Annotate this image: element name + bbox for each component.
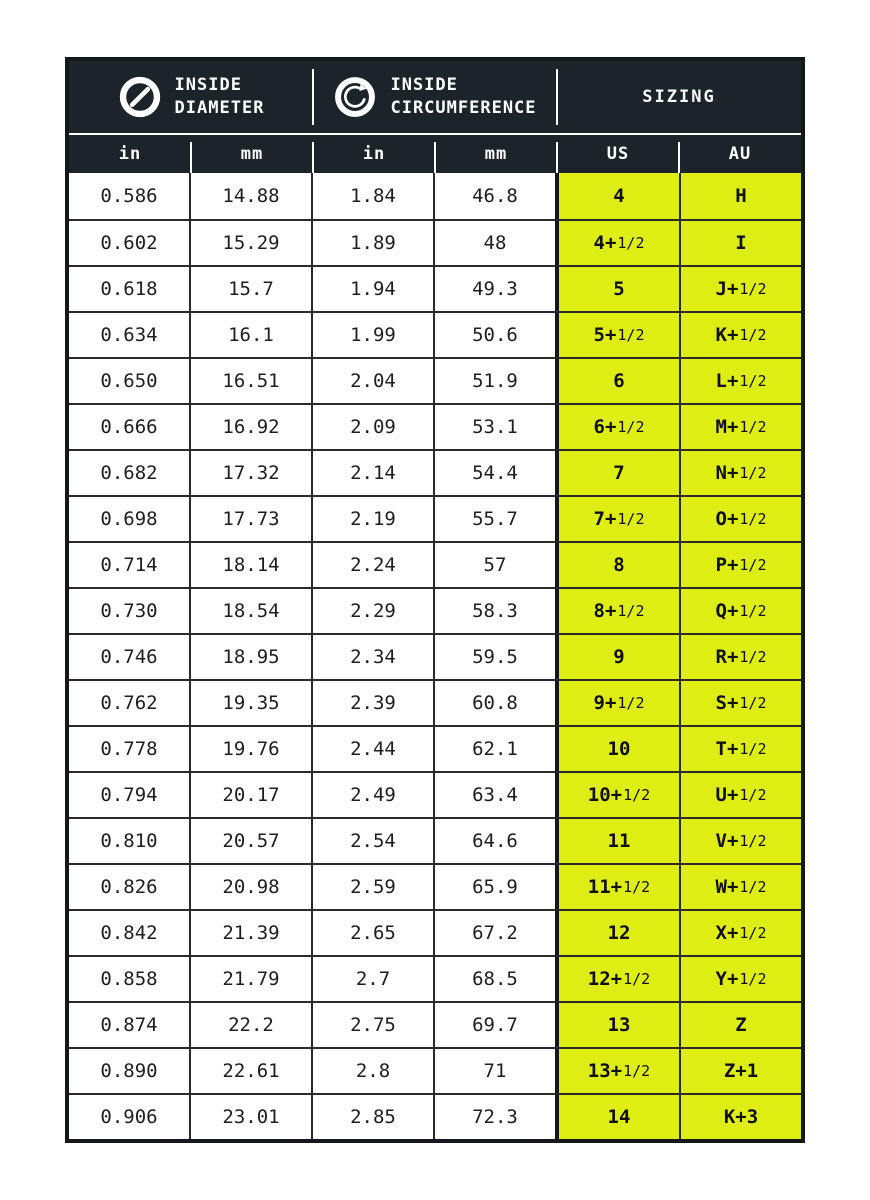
measure-cell: 19.76 — [189, 725, 311, 771]
measure-cell: 16.51 — [189, 357, 311, 403]
measure-cell: 0.842 — [69, 909, 189, 955]
unit-circumference-in: in — [313, 135, 435, 173]
group-label-inside-circumference: INSIDE CIRCUMFERENCE — [390, 75, 537, 118]
size-cell: 11+ 1/2 — [555, 863, 679, 909]
size-cell: 7+ 1/2 — [555, 495, 679, 541]
table-row — [69, 771, 801, 817]
size-cell: K+ 1/2 — [679, 311, 801, 357]
measure-cell: 58.3 — [433, 587, 555, 633]
measure-cell: 2.24 — [311, 541, 433, 587]
diameter-icon — [118, 75, 162, 119]
table-row — [69, 587, 801, 633]
table-row — [69, 1047, 801, 1093]
measure-cell: 67.2 — [433, 909, 555, 955]
table-row — [69, 173, 801, 219]
table-row — [69, 449, 801, 495]
measure-cell: 22.2 — [189, 1001, 311, 1047]
group-label-inside-diameter: INSIDE DIAMETER — [174, 75, 265, 118]
measure-cell: 0.602 — [69, 219, 189, 265]
measure-cell: 0.730 — [69, 587, 189, 633]
size-cell: 5+ 1/2 — [555, 311, 679, 357]
measure-cell: 2.39 — [311, 679, 433, 725]
measure-cell: 46.8 — [433, 173, 555, 219]
measure-cell: 2.65 — [311, 909, 433, 955]
measure-cell: 51.9 — [433, 357, 555, 403]
size-cell: K+3 — [679, 1093, 801, 1139]
measure-cell: 0.810 — [69, 817, 189, 863]
group-label-sizing: SIZING — [642, 86, 716, 107]
measure-cell: 22.61 — [189, 1047, 311, 1093]
table-row — [69, 679, 801, 725]
measure-cell: 0.618 — [69, 265, 189, 311]
measure-cell: 20.17 — [189, 771, 311, 817]
size-cell: Z — [679, 1001, 801, 1047]
measure-cell: 2.09 — [311, 403, 433, 449]
size-cell: V+ 1/2 — [679, 817, 801, 863]
size-cell: 10+ 1/2 — [555, 771, 679, 817]
measure-cell: 2.04 — [311, 357, 433, 403]
measure-cell: 16.1 — [189, 311, 311, 357]
measure-cell: 23.01 — [189, 1093, 311, 1139]
table-row — [69, 1093, 801, 1139]
table-row — [69, 725, 801, 771]
measure-cell: 2.44 — [311, 725, 433, 771]
measure-cell: 0.714 — [69, 541, 189, 587]
size-cell: 6 — [555, 357, 679, 403]
measure-cell: 15.29 — [189, 219, 311, 265]
measure-cell: 0.666 — [69, 403, 189, 449]
table-row — [69, 817, 801, 863]
size-cell: 4+ 1/2 — [555, 219, 679, 265]
measure-cell: 68.5 — [433, 955, 555, 1001]
measure-cell: 21.79 — [189, 955, 311, 1001]
table-row — [69, 357, 801, 403]
measure-cell: 2.34 — [311, 633, 433, 679]
measure-cell: 2.59 — [311, 863, 433, 909]
table-row — [69, 541, 801, 587]
measure-cell: 49.3 — [433, 265, 555, 311]
size-cell: 4 — [555, 173, 679, 219]
group-sizing — [557, 61, 801, 133]
size-cell: X+ 1/2 — [679, 909, 801, 955]
measure-cell: 48 — [433, 219, 555, 265]
measure-cell: 0.778 — [69, 725, 189, 771]
measure-cell: 53.1 — [433, 403, 555, 449]
group-inside-diameter — [69, 61, 313, 133]
size-cell: L+ 1/2 — [679, 357, 801, 403]
measure-cell: 1.89 — [311, 219, 433, 265]
size-cell: J+ 1/2 — [679, 265, 801, 311]
unit-diameter-in: in — [118, 144, 142, 164]
measure-cell: 55.7 — [433, 495, 555, 541]
measure-cell: 0.874 — [69, 1001, 189, 1047]
measure-cell: 20.57 — [189, 817, 311, 863]
size-cell: 10 — [555, 725, 679, 771]
size-cell: I — [679, 219, 801, 265]
measure-cell: 2.75 — [311, 1001, 433, 1047]
measure-cell: 0.634 — [69, 311, 189, 357]
measure-cell: 2.19 — [311, 495, 433, 541]
measure-cell: 18.95 — [189, 633, 311, 679]
measure-cell: 2.7 — [311, 955, 433, 1001]
measure-cell: 0.746 — [69, 633, 189, 679]
size-cell: Q+ 1/2 — [679, 587, 801, 633]
header-group-row — [69, 61, 801, 133]
measure-cell: 0.890 — [69, 1047, 189, 1093]
unit-au: AU — [679, 135, 801, 173]
size-cell: 14 — [555, 1093, 679, 1139]
measure-cell: 2.29 — [311, 587, 433, 633]
table-row — [69, 863, 801, 909]
size-cell: 12+ 1/2 — [555, 955, 679, 1001]
measure-cell: 62.1 — [433, 725, 555, 771]
table-row — [69, 633, 801, 679]
measure-cell: 2.85 — [311, 1093, 433, 1139]
measure-cell: 20.98 — [189, 863, 311, 909]
unit-circumference-mm: mm — [435, 135, 557, 173]
measure-cell: 50.6 — [433, 311, 555, 357]
measure-cell: 2.49 — [311, 771, 433, 817]
measure-cell: 0.906 — [69, 1093, 189, 1139]
measure-cell: 60.8 — [433, 679, 555, 725]
size-cell: 9 — [555, 633, 679, 679]
size-cell: W+ 1/2 — [679, 863, 801, 909]
measure-cell: 1.94 — [311, 265, 433, 311]
size-cell: P+ 1/2 — [679, 541, 801, 587]
table-row — [69, 265, 801, 311]
table-row — [69, 311, 801, 357]
measure-cell: 54.4 — [433, 449, 555, 495]
size-cell: T+ 1/2 — [679, 725, 801, 771]
size-cell: 9+ 1/2 — [555, 679, 679, 725]
measure-cell: 19.35 — [189, 679, 311, 725]
size-cell: 7 — [555, 449, 679, 495]
size-cell: O+ 1/2 — [679, 495, 801, 541]
measure-cell: 1.99 — [311, 311, 433, 357]
size-cell: N+ 1/2 — [679, 449, 801, 495]
circumference-icon — [333, 75, 377, 119]
ring-size-chart — [65, 57, 805, 1143]
measure-cell: 18.14 — [189, 541, 311, 587]
unit-diameter-mm: mm — [191, 135, 313, 173]
measure-cell: 2.14 — [311, 449, 433, 495]
table-row — [69, 909, 801, 955]
measure-cell: 2.54 — [311, 817, 433, 863]
measure-cell: 17.73 — [189, 495, 311, 541]
measure-cell: 2.8 — [311, 1047, 433, 1093]
size-cell: 8 — [555, 541, 679, 587]
measure-cell: 0.762 — [69, 679, 189, 725]
size-cell: 8+ 1/2 — [555, 587, 679, 633]
size-cell: S+ 1/2 — [679, 679, 801, 725]
size-cell: 13+ 1/2 — [555, 1047, 679, 1093]
measure-cell: 0.698 — [69, 495, 189, 541]
size-cell: Y+ 1/2 — [679, 955, 801, 1001]
measure-cell: 16.92 — [189, 403, 311, 449]
measure-cell: 59.5 — [433, 633, 555, 679]
size-cell: 6+ 1/2 — [555, 403, 679, 449]
measure-cell: 72.3 — [433, 1093, 555, 1139]
measure-cell: 65.9 — [433, 863, 555, 909]
size-cell: 5 — [555, 265, 679, 311]
table-body — [69, 173, 801, 1139]
unit-us: US — [557, 135, 679, 173]
measure-cell: 18.54 — [189, 587, 311, 633]
measure-cell: 71 — [433, 1047, 555, 1093]
size-cell: U+ 1/2 — [679, 771, 801, 817]
measure-cell: 64.6 — [433, 817, 555, 863]
measure-cell: 63.4 — [433, 771, 555, 817]
size-cell: M+ 1/2 — [679, 403, 801, 449]
measure-cell: 1.84 — [311, 173, 433, 219]
measure-cell: 0.826 — [69, 863, 189, 909]
measure-cell: 0.650 — [69, 357, 189, 403]
measure-cell: 0.858 — [69, 955, 189, 1001]
size-cell: Z+1 — [679, 1047, 801, 1093]
table-header — [69, 61, 801, 173]
size-cell: R+ 1/2 — [679, 633, 801, 679]
size-cell: 12 — [555, 909, 679, 955]
measure-cell: 57 — [433, 541, 555, 587]
table-row — [69, 219, 801, 265]
table-row — [69, 495, 801, 541]
measure-cell: 69.7 — [433, 1001, 555, 1047]
group-inside-circumference — [313, 61, 557, 133]
table-row — [69, 955, 801, 1001]
measure-cell: 17.32 — [189, 449, 311, 495]
table-row — [69, 403, 801, 449]
size-cell: H — [679, 173, 801, 219]
measure-cell: 15.7 — [189, 265, 311, 311]
measure-cell: 14.88 — [189, 173, 311, 219]
measure-cell: 21.39 — [189, 909, 311, 955]
units-row — [69, 135, 801, 173]
measure-cell: 0.682 — [69, 449, 189, 495]
measure-cell: 0.794 — [69, 771, 189, 817]
size-cell: 11 — [555, 817, 679, 863]
table-row — [69, 1001, 801, 1047]
measure-cell: 0.586 — [69, 173, 189, 219]
size-cell: 13 — [555, 1001, 679, 1047]
